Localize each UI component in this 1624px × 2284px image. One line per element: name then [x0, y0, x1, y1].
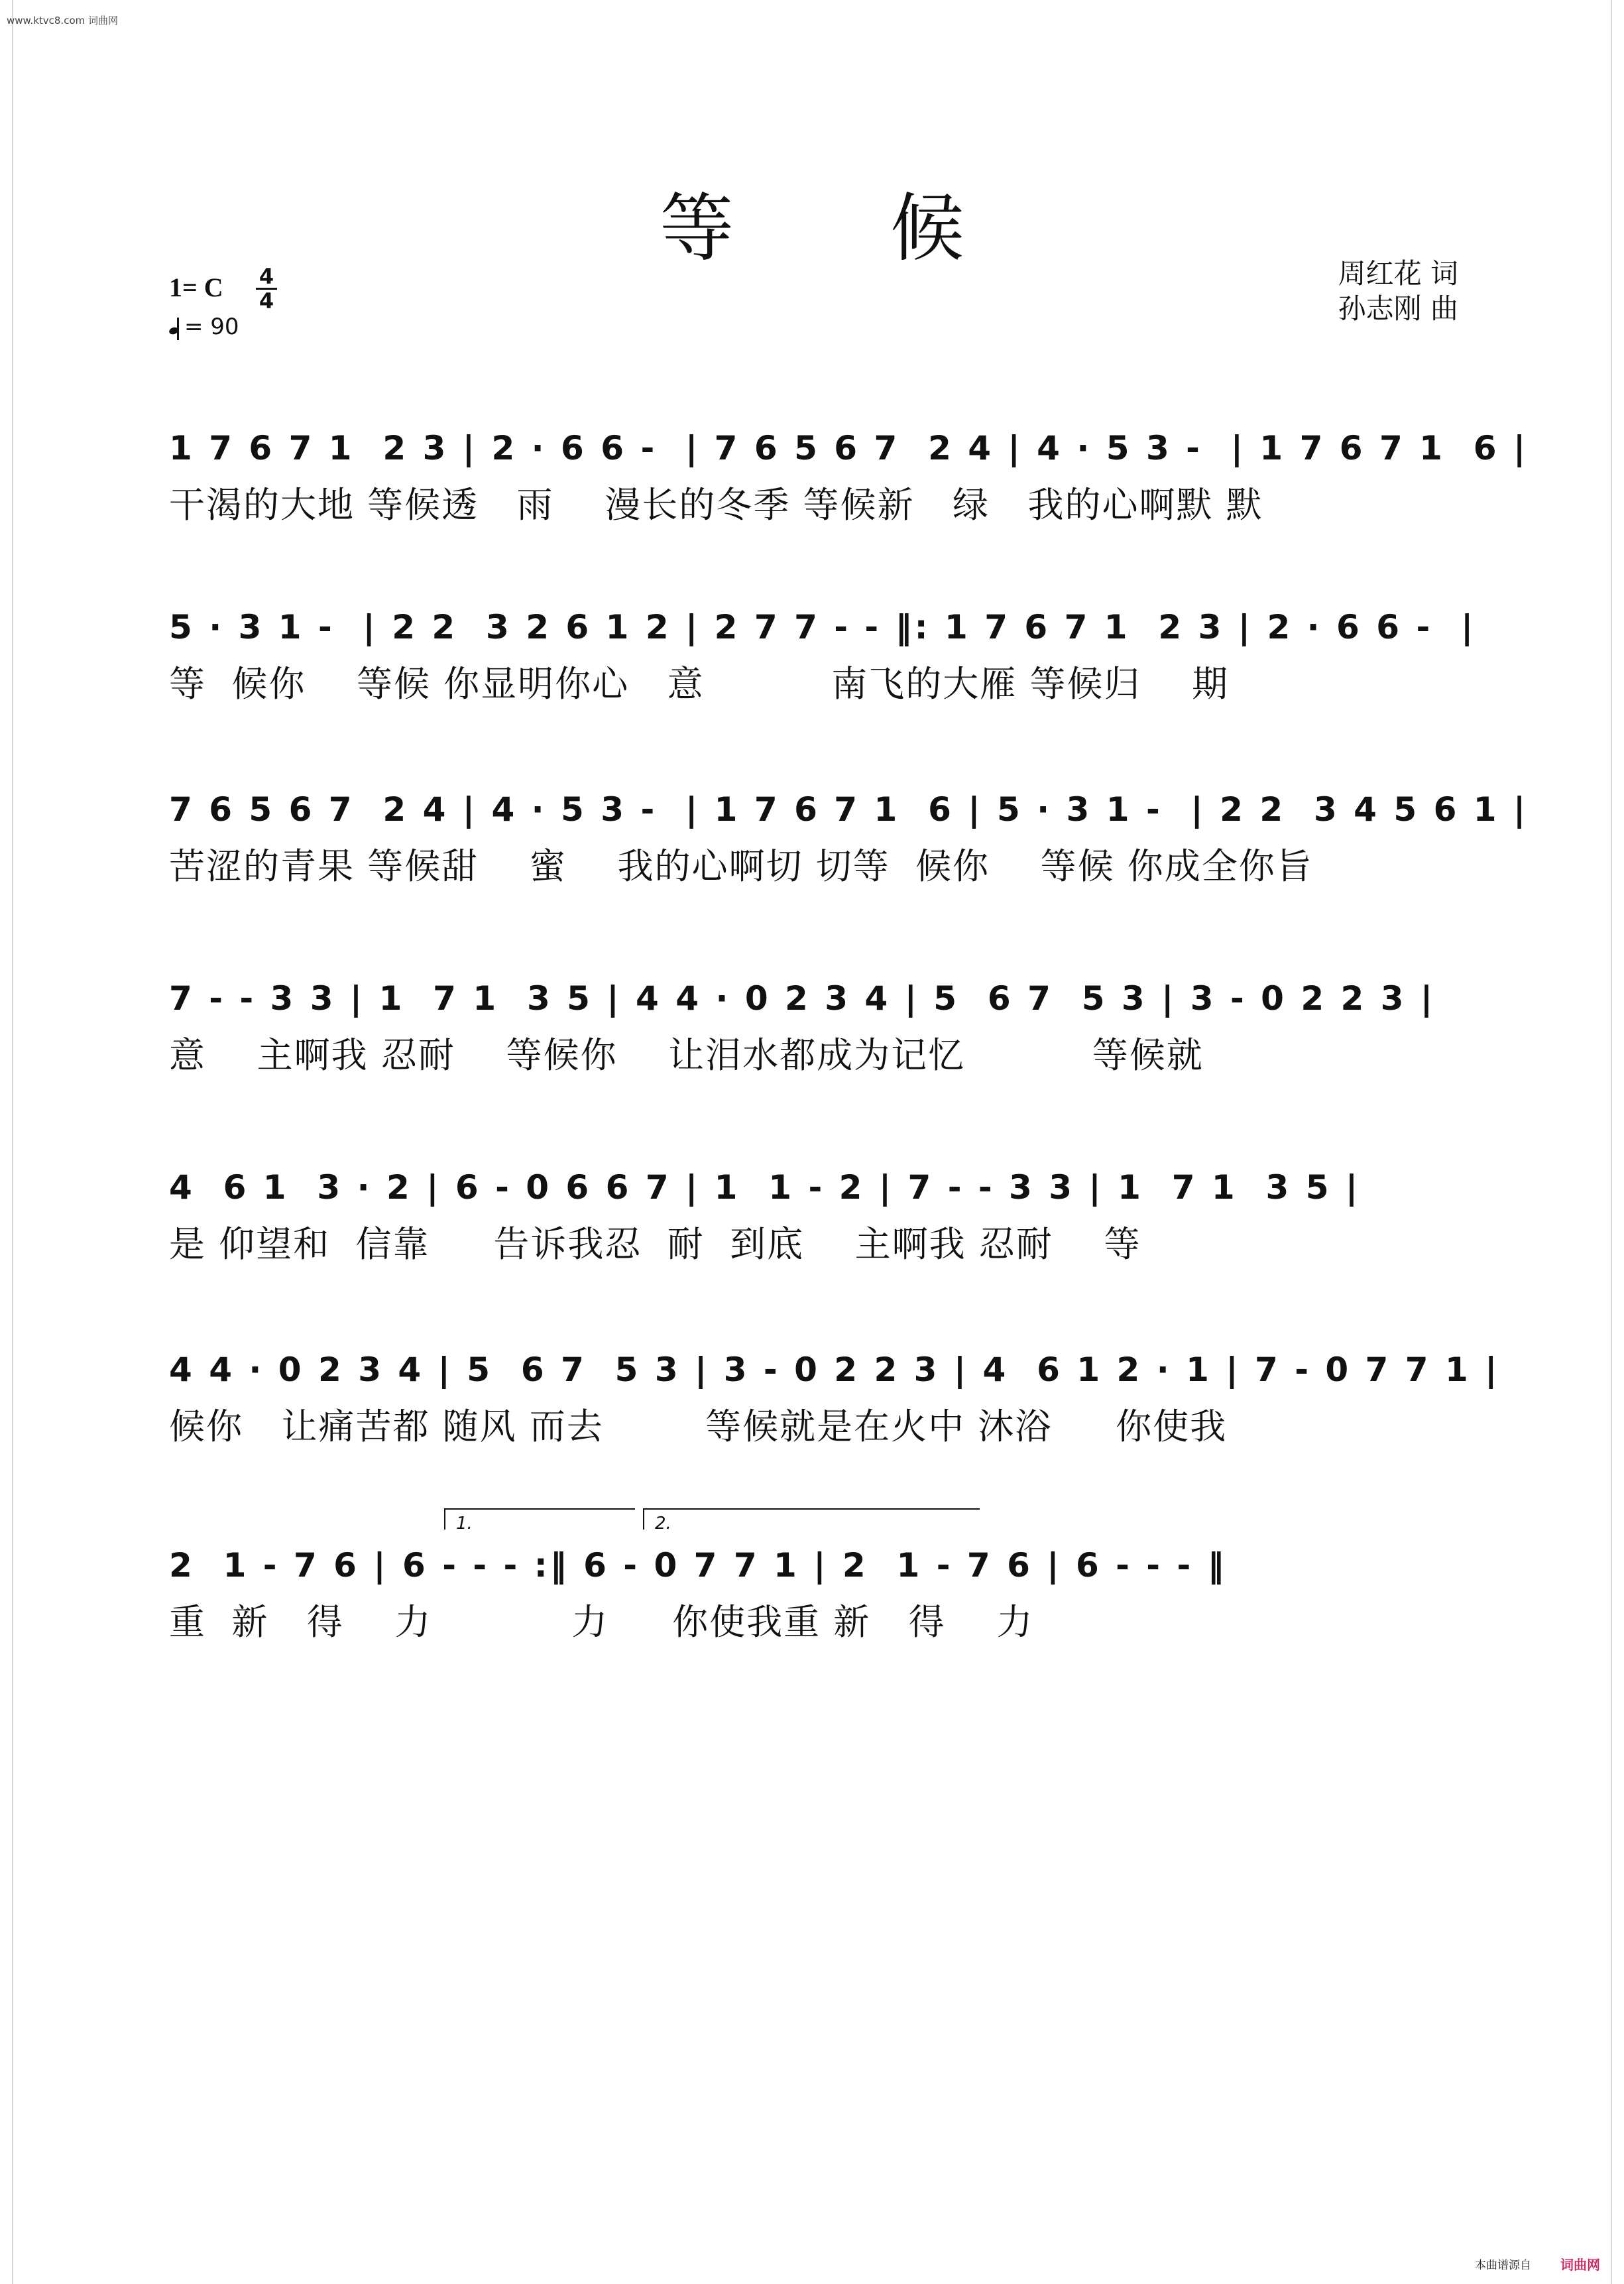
key-signature: 1= C [169, 272, 223, 302]
footer-source-label: 本曲谱源自 [1475, 2259, 1531, 2272]
notes-line: 4 6 1 3 · 2 | 6 - 0 6 6 7 | 1 1 - 2 | 7 - - 3 3 | 1 7 1 3 5 | [169, 1168, 1361, 1207]
volta-bracket-2: 2. [643, 1508, 980, 1530]
score-line-7 [169, 1535, 1462, 1649]
score-line-2 [169, 597, 1476, 711]
lyrics-line: 意 主啊我 忍耐 等候你 让泪水都成为记忆 等候就 [169, 1034, 1204, 1076]
notes-line: 2 1 - 7 6 | 6 - - - :‖ 6 - 0 7 7 1 | 2 1 - 7 6 | 6 - - - ‖ [169, 1546, 1227, 1585]
lyrics-line: 候你 让痛苦都 随风 而去 等候就是在火中 沐浴 你使我 [169, 1406, 1228, 1447]
notes-line: 4 4 · 0 2 3 4 | 5 6 7 5 3 | 3 - 0 2 2 3 | 4 6 1 2 · 1 | 7 - 0 7 7 1 | [169, 1351, 1500, 1389]
notes-line: 1 7 6 7 1 2 3 | 2 · 6 6 - | 7 6 5 6 7 2 4 | 4 · 5 3 - | 1 7 6 7 1 6 | [169, 429, 1529, 467]
tempo-value: = 90 [184, 314, 239, 340]
lyrics-line: 苦涩的青果 等候甜 蜜 我的心啊切 切等 候你 等候 你成全你旨 [169, 845, 1313, 887]
notes-line: 5 · 3 1 - | 2 2 3 2 6 1 2 | 2 7 7 - - ‖: 1 7 6 7 1 2 3 | 2 · 6 6 - | [169, 608, 1476, 646]
lyricist-credit: 周红花 词 [1338, 257, 1458, 290]
tempo-marking [169, 314, 239, 340]
time-signature-top: 4 [259, 264, 274, 289]
score-line-1 [169, 418, 1529, 532]
song-title: 等 候 [660, 186, 1031, 272]
score-line-5 [169, 1157, 1462, 1271]
notes-line: 7 - - 3 3 | 1 7 1 3 5 | 4 4 · 0 2 3 4 | 5 6 7 5 3 | 3 - 0 2 2 3 | [169, 979, 1436, 1018]
lyrics-line: 干渴的大地 等候透 雨 漫长的冬季 等候新 绿 我的心啊默 默 [169, 484, 1263, 526]
right-margin-strip [1611, 0, 1624, 2284]
lyrics-line: 重 新 得 力 力 你使我重 新 得 力 [169, 1601, 1034, 1643]
notes-line: 7 6 5 6 7 2 4 | 4 · 5 3 - | 1 7 6 7 1 6 | 5 · 3 1 - | 2 2 3 4 5 6 1 | [169, 790, 1529, 829]
score-line-3 [169, 779, 1529, 893]
time-signature [253, 265, 280, 312]
time-signature-bottom: 4 [259, 288, 274, 314]
site-url: www.ktvc8.com 词曲网 [7, 15, 119, 27]
lyrics-line: 是 仰望和 信靠 告诉我忍 耐 到底 主啊我 忍耐 等 [169, 1223, 1141, 1265]
volta-bracket-1: 1. [444, 1508, 635, 1530]
score-line-6 [169, 1339, 1500, 1453]
lyrics-line: 等 候你 等候 你显明你心 意 南飞的大雁 等候归 期 [169, 663, 1230, 705]
score-line-4 [169, 968, 1462, 1082]
footer-logo[interactable]: 词曲网 [1560, 2257, 1600, 2273]
composer-credit: 孙志刚 曲 [1338, 292, 1458, 325]
left-margin-strip [0, 0, 13, 2284]
